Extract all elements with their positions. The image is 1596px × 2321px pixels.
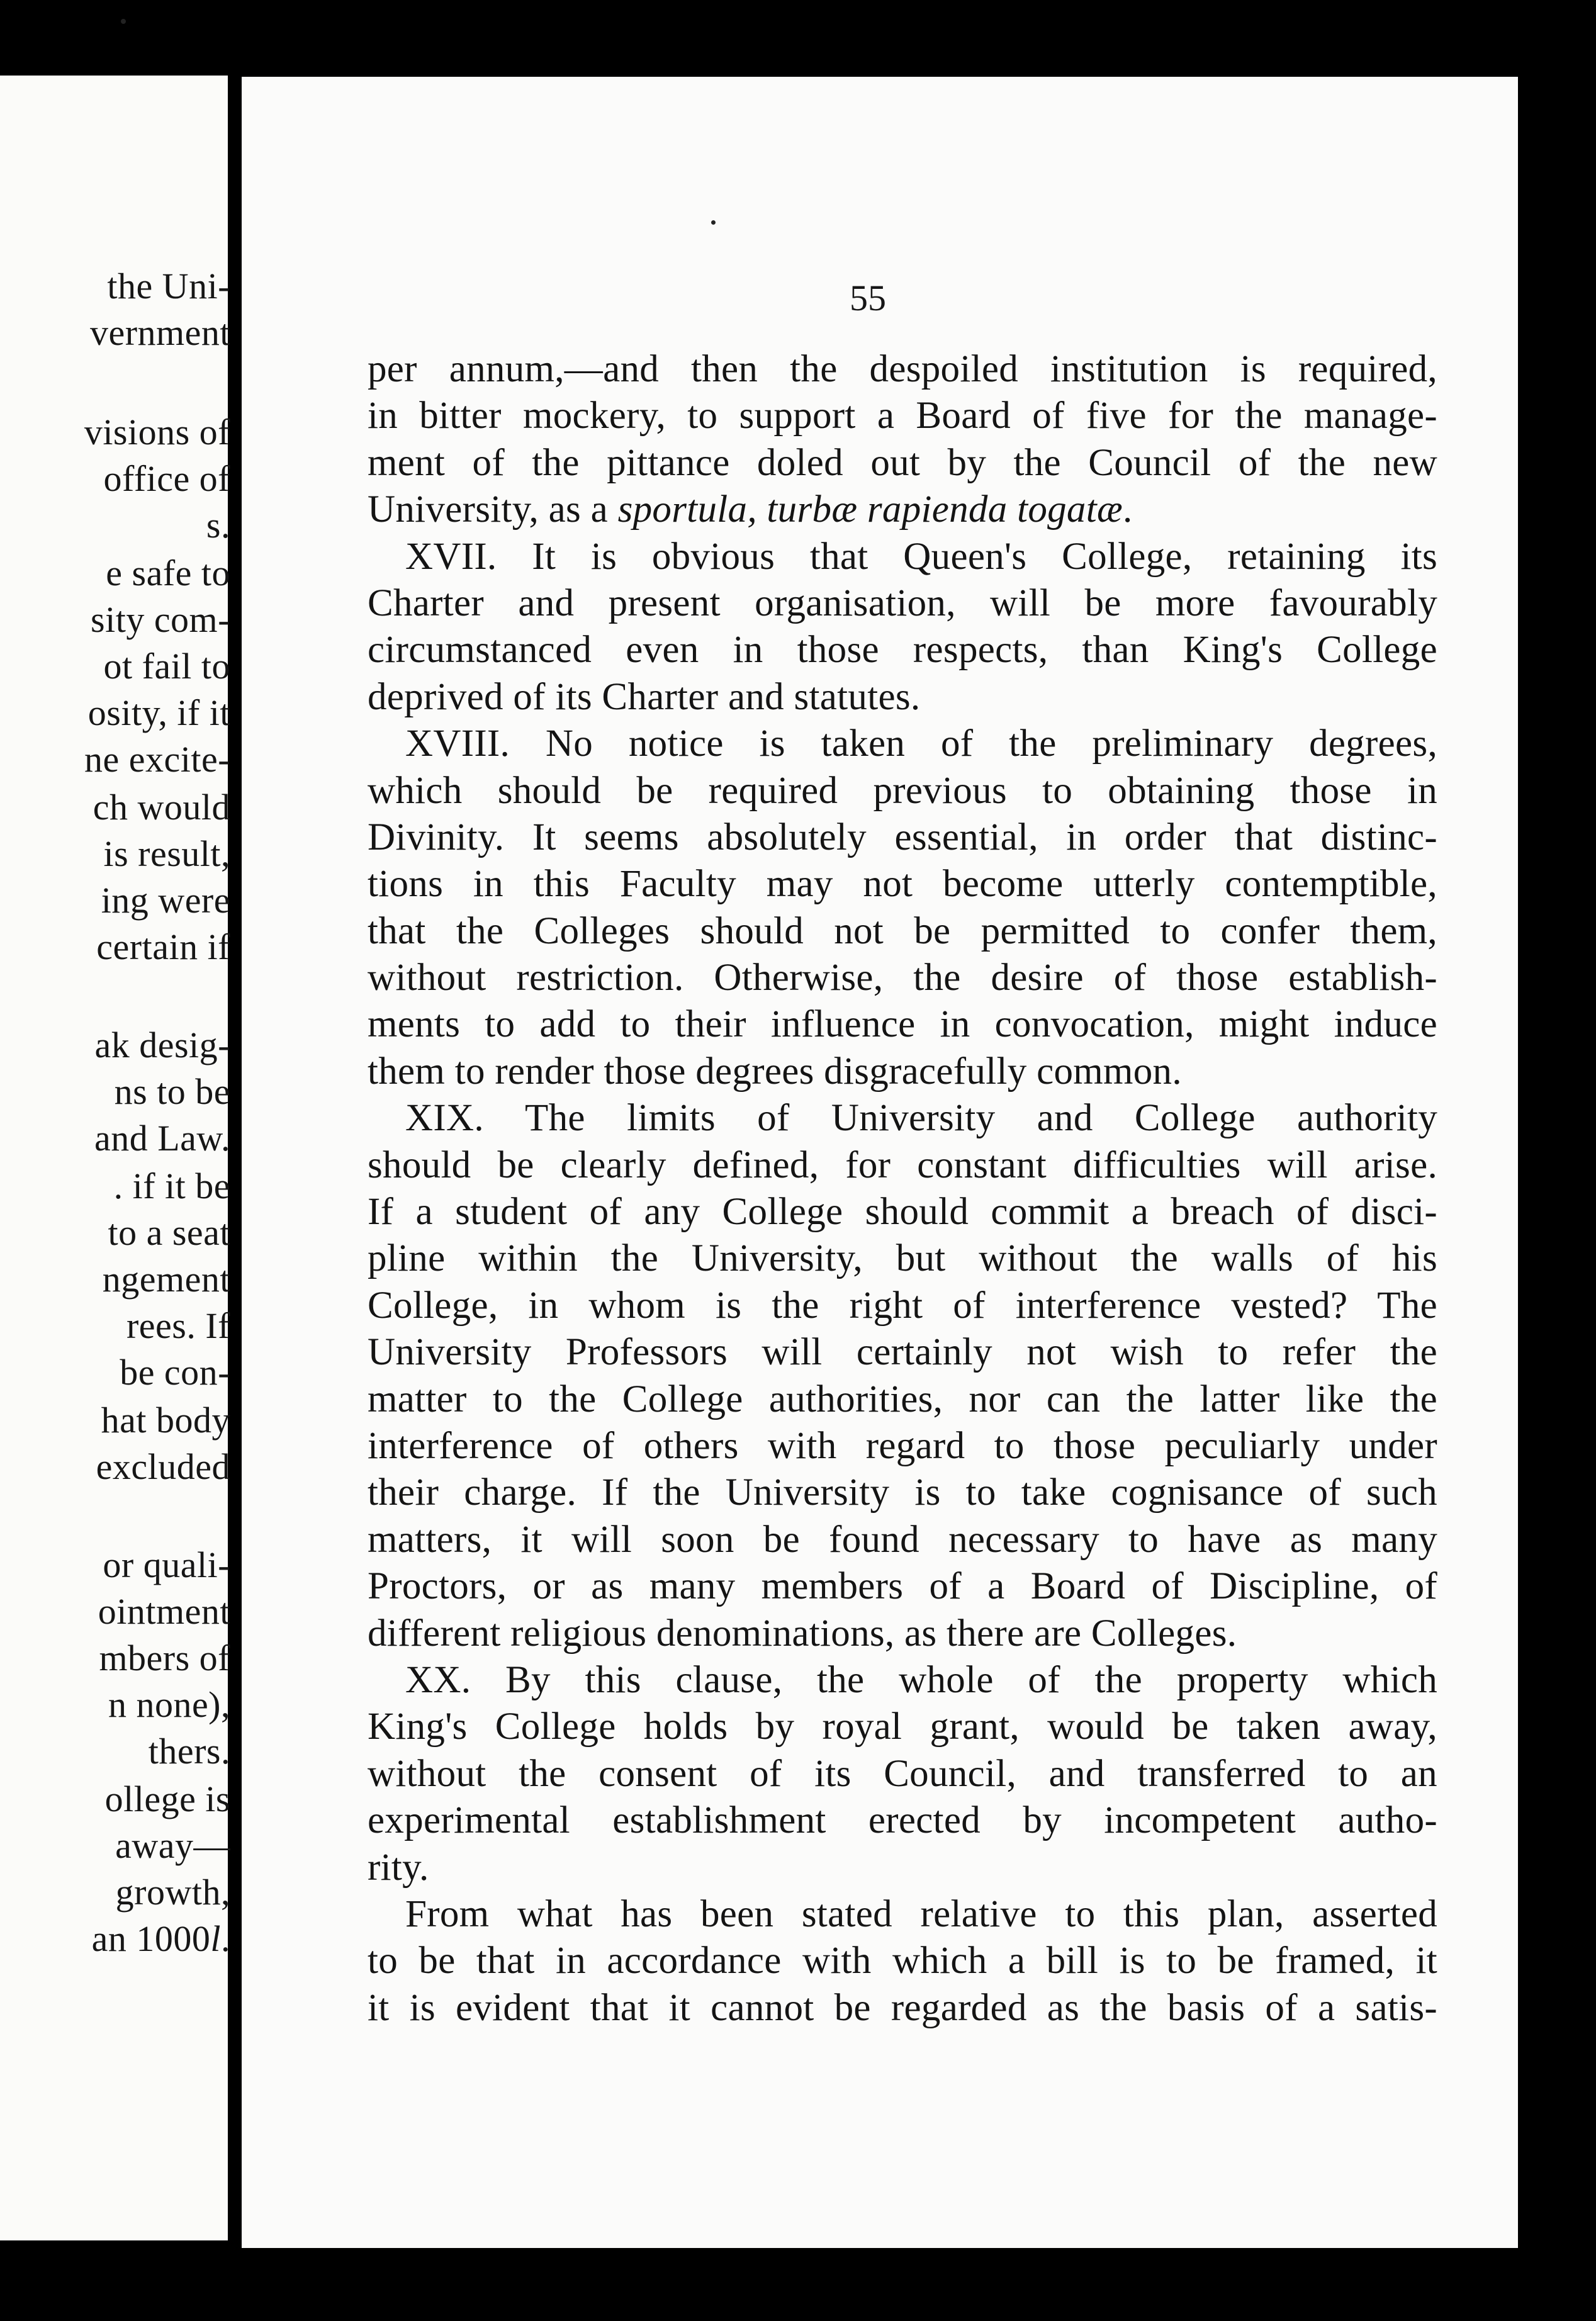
left-page-line: office of xyxy=(103,458,230,499)
text-line: matter to the College authorities, nor can the latter like the xyxy=(368,1378,1437,1420)
text-line: College, in whom is the right of interference vested? The xyxy=(368,1284,1437,1327)
left-page-line: and Law. xyxy=(94,1118,230,1159)
text-line: rity. xyxy=(368,1846,429,1889)
text-line: to be that in accordance with which a bill is to be framed, it xyxy=(368,1940,1437,1982)
left-page-line: osity, if it xyxy=(87,692,230,733)
left-page-line: ing were xyxy=(101,880,230,921)
left-page-line: ne excite- xyxy=(84,739,230,780)
text-line: Charter and present organisation, will be more favourably xyxy=(368,582,1437,624)
left-page-line: be con- xyxy=(120,1352,230,1393)
left-page-line: ak desig- xyxy=(94,1025,230,1065)
text-line: interference of others with regard to those peculiarly under xyxy=(368,1424,1437,1467)
text-line: XIX. The limits of University and College authority xyxy=(405,1097,1437,1140)
left-page-line: rees. If xyxy=(126,1305,230,1346)
text-line: circumstanced even in those respects, than King's College xyxy=(368,629,1437,672)
text-line: which should be required previous to obtaining those in xyxy=(368,769,1437,812)
left-page-line: to a seat xyxy=(108,1212,230,1253)
text-line: ments to add to their influence in convocation, might induce xyxy=(368,1003,1437,1046)
text-line: that the Colleges should not be permitted to confer them, xyxy=(368,909,1437,952)
left-page-line: ointment xyxy=(98,1591,230,1632)
text-line: King's College holds by royal grant, would be taken away, xyxy=(368,1706,1437,1748)
text-line: XVIII. No notice is taken of the preliminary degrees, xyxy=(405,722,1437,765)
left-page-line: certain if xyxy=(96,926,230,967)
text-line: without restriction. Otherwise, the desire of those establish- xyxy=(368,957,1437,999)
text-line: University Professors will certainly not wish to refer the xyxy=(368,1331,1437,1374)
left-page-line: an 1000l. xyxy=(91,1918,230,1959)
left-page-line: excluded xyxy=(96,1446,230,1487)
left-page-line: vernment xyxy=(89,312,230,353)
left-page-line: thers. xyxy=(148,1731,230,1772)
text-line: XVII. It is obvious that Queen's College, retaining its xyxy=(405,535,1437,578)
text-line: University, as a sportula, turbæ rapienda togatæ. xyxy=(368,488,1133,531)
text-line: deprived of its Charter and statutes. xyxy=(368,675,921,718)
text-line: XX. By this clause, the whole of the property which xyxy=(405,1658,1437,1701)
left-page-line: ns to be xyxy=(114,1071,230,1112)
text-line: pline within the University, but without the walls of his xyxy=(368,1237,1437,1280)
text-line: in bitter mockery, to support a Board of five for the manage- xyxy=(368,395,1437,437)
left-page-line: sity com- xyxy=(91,599,230,640)
text-line: them to render those degrees disgracefully common. xyxy=(368,1050,1182,1093)
text-line: without the consent of its Council, and transferred to an xyxy=(368,1752,1437,1795)
text-line: experimental establishment erected by incompetent autho- xyxy=(368,1799,1437,1842)
text-line: it is evident that it cannot be regarded as the basis of a satis- xyxy=(368,1986,1437,2029)
left-page-line: s. xyxy=(206,505,230,546)
body-text xyxy=(368,346,1437,2032)
text-line: Proctors, or as many members of a Board of Discipline, of xyxy=(368,1565,1437,1608)
text-line: Divinity. It seems absolutely essential, in order that distinc- xyxy=(368,816,1437,858)
left-page-line: mbers of xyxy=(99,1638,230,1678)
page xyxy=(242,77,1518,2248)
text-line: their charge. If the University is to take cognisance of such xyxy=(368,1471,1437,1514)
latin-phrase: sportula, turbæ rapienda togatæ xyxy=(617,488,1123,531)
left-page-line: hat body xyxy=(101,1400,230,1441)
text-line: tions in this Faculty may not become utterly contemptible, xyxy=(368,863,1437,906)
text-line: per annum,—and then the despoiled institution is required, xyxy=(368,348,1437,390)
left-page-line: n none), xyxy=(108,1684,230,1725)
text-line: From what has been stated relative to this plan, asserted xyxy=(405,1892,1437,1935)
left-page-line: growth, xyxy=(115,1872,230,1913)
previous-page-fragment xyxy=(0,76,228,2240)
left-page-line: visions of xyxy=(84,412,230,452)
speck-mark xyxy=(121,19,126,24)
speck-mark xyxy=(711,220,716,225)
left-page-line: or quali- xyxy=(103,1544,230,1585)
left-page-line: ot fail to xyxy=(103,646,230,687)
left-page-line: ngement xyxy=(102,1259,230,1300)
left-page-line: . if it be xyxy=(113,1166,230,1206)
left-page-line: ch would xyxy=(93,787,230,828)
text-line: matters, it will soon be found necessary to have as many xyxy=(368,1518,1437,1561)
page-number: 55 xyxy=(850,278,886,318)
text-line: If a student of any College should commit a breach of disci- xyxy=(368,1191,1437,1234)
text-line: different religious denominations, as there are Colleges. xyxy=(368,1612,1237,1655)
left-page-line: ollege is xyxy=(104,1779,230,1819)
text-line: should be clearly defined, for constant difficulties will arise. xyxy=(368,1144,1437,1186)
left-page-line: is result, xyxy=(103,833,230,874)
left-page-line: e safe to xyxy=(106,553,230,593)
left-page-line: the Uni- xyxy=(107,266,230,306)
text-line: ment of the pittance doled out by the Council of the new xyxy=(368,441,1437,484)
left-page-line: away— xyxy=(115,1825,230,1866)
